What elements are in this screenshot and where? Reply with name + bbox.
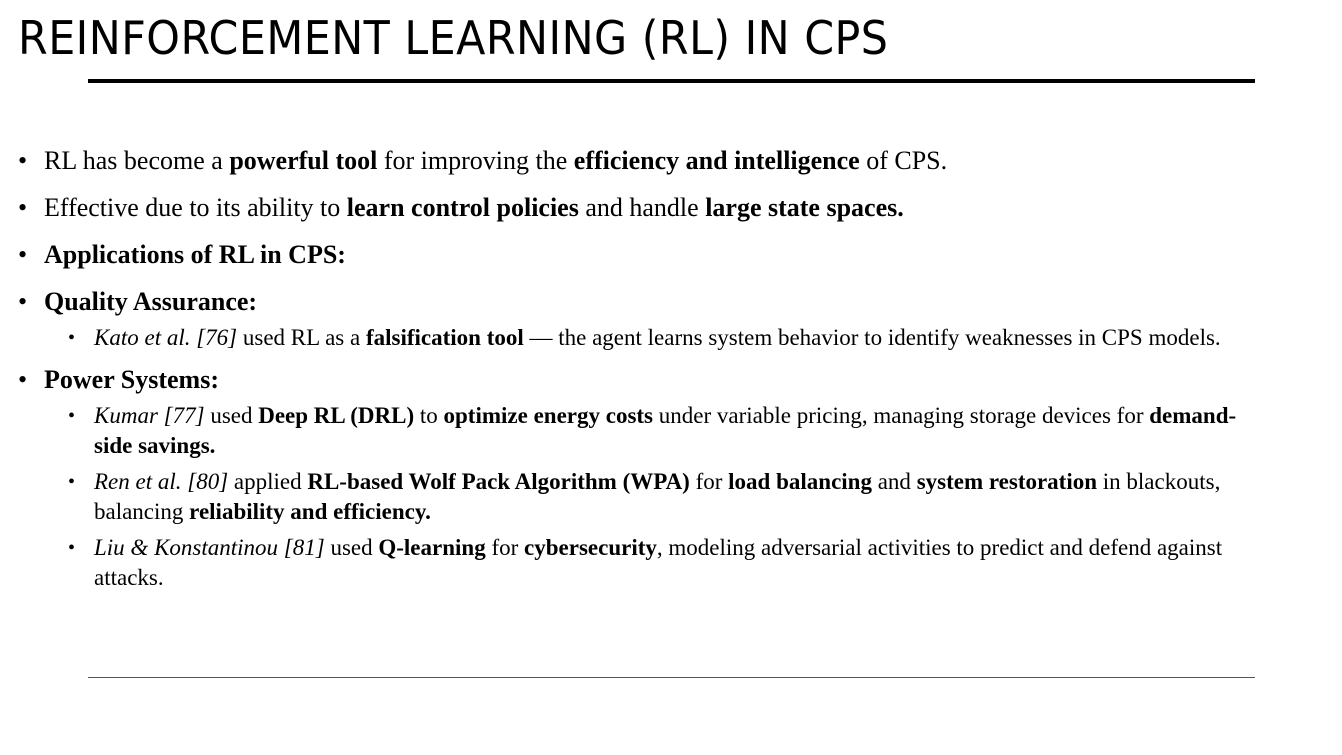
bullet-emphasis: powerful tool bbox=[229, 146, 378, 175]
bullet-rl-effective bbox=[18, 190, 1258, 226]
bullet-emphasis: Q-learning bbox=[378, 535, 486, 560]
citation: Ren et al. [80] bbox=[94, 469, 229, 494]
bullet-text: , modeling adversarial activities to predict and defend against attacks. bbox=[94, 535, 1223, 590]
bullet-emphasis: Quality Assurance: bbox=[44, 287, 258, 316]
subbullet-liu bbox=[18, 533, 1258, 593]
bullet-text: Effective due to its ability to bbox=[44, 193, 347, 222]
bullet-text: to bbox=[414, 403, 444, 428]
bullet-marker: • bbox=[18, 146, 28, 175]
bullet-emphasis: system restoration bbox=[916, 469, 1098, 494]
bullet-marker: • bbox=[68, 471, 76, 493]
bullet-emphasis: Applications of RL in CPS: bbox=[44, 240, 346, 269]
bullet-power-systems bbox=[18, 362, 1258, 398]
subbullet-ren bbox=[18, 467, 1258, 527]
bullet-text: used bbox=[324, 535, 379, 560]
bullet-text: for bbox=[485, 535, 525, 560]
bullet-emphasis: learn control policies bbox=[346, 193, 579, 222]
slide-title: REINFORCEMENT LEARNING (RL) IN CPS bbox=[18, 11, 889, 65]
footer-divider bbox=[88, 677, 1255, 678]
bullet-text: RL has become a bbox=[44, 146, 230, 175]
bullet-emphasis: large state spaces. bbox=[705, 193, 904, 222]
bullet-marker: • bbox=[68, 537, 76, 559]
bullet-marker: • bbox=[18, 287, 28, 316]
bullet-quality-assurance bbox=[18, 284, 1258, 320]
bullet-marker: • bbox=[18, 240, 28, 269]
bullet-marker: • bbox=[18, 365, 28, 394]
citation: Liu & Konstantinou [81] bbox=[94, 535, 325, 560]
bullet-text: in blackouts, balancing bbox=[94, 469, 1221, 524]
bullet-text: applied bbox=[228, 469, 308, 494]
title-divider bbox=[88, 79, 1255, 83]
bullet-text: of CPS. bbox=[859, 146, 948, 175]
bullet-text: for improving the bbox=[377, 146, 574, 175]
subbullet-kato bbox=[18, 323, 1258, 353]
citation: Kumar [77] bbox=[94, 403, 205, 428]
slide-content bbox=[18, 143, 1258, 599]
bullet-text: and handle bbox=[578, 193, 706, 222]
bullet-emphasis: optimize energy costs bbox=[443, 403, 654, 428]
bullet-applications-heading bbox=[18, 237, 1258, 273]
bullet-emphasis: cybersecurity bbox=[524, 535, 657, 560]
bullet-emphasis: load balancing bbox=[728, 469, 872, 494]
bullet-text: used bbox=[204, 403, 259, 428]
citation: Kato et al. [76] bbox=[94, 325, 238, 350]
bullet-text: and bbox=[871, 469, 917, 494]
bullet-emphasis: demand-side savings. bbox=[94, 403, 1237, 458]
bullet-text: for bbox=[689, 469, 729, 494]
quality-assurance-subitems bbox=[18, 323, 1258, 353]
bullet-text: used RL as a bbox=[237, 325, 366, 350]
bullet-marker: • bbox=[68, 327, 76, 349]
bullet-emphasis: efficiency and intelligence bbox=[573, 146, 860, 175]
bullet-emphasis: falsification tool bbox=[365, 325, 524, 350]
bullet-text: under variable pricing, managing storage devices for bbox=[653, 403, 1150, 428]
bullet-emphasis: Deep RL (DRL) bbox=[258, 403, 415, 428]
bullet-rl-powerful-tool bbox=[18, 143, 1258, 179]
power-systems-subitems bbox=[18, 401, 1258, 593]
bullet-emphasis: RL-based Wolf Pack Algorithm (WPA) bbox=[307, 469, 690, 494]
bullet-marker: • bbox=[68, 405, 76, 427]
bullet-emphasis: reliability and efficiency. bbox=[189, 499, 431, 524]
bullet-marker: • bbox=[18, 193, 28, 222]
bullet-emphasis: Power Systems: bbox=[44, 365, 219, 394]
bullet-text: — the agent learns system behavior to identify weaknesses in CPS models. bbox=[523, 325, 1221, 350]
subbullet-kumar bbox=[18, 401, 1258, 461]
